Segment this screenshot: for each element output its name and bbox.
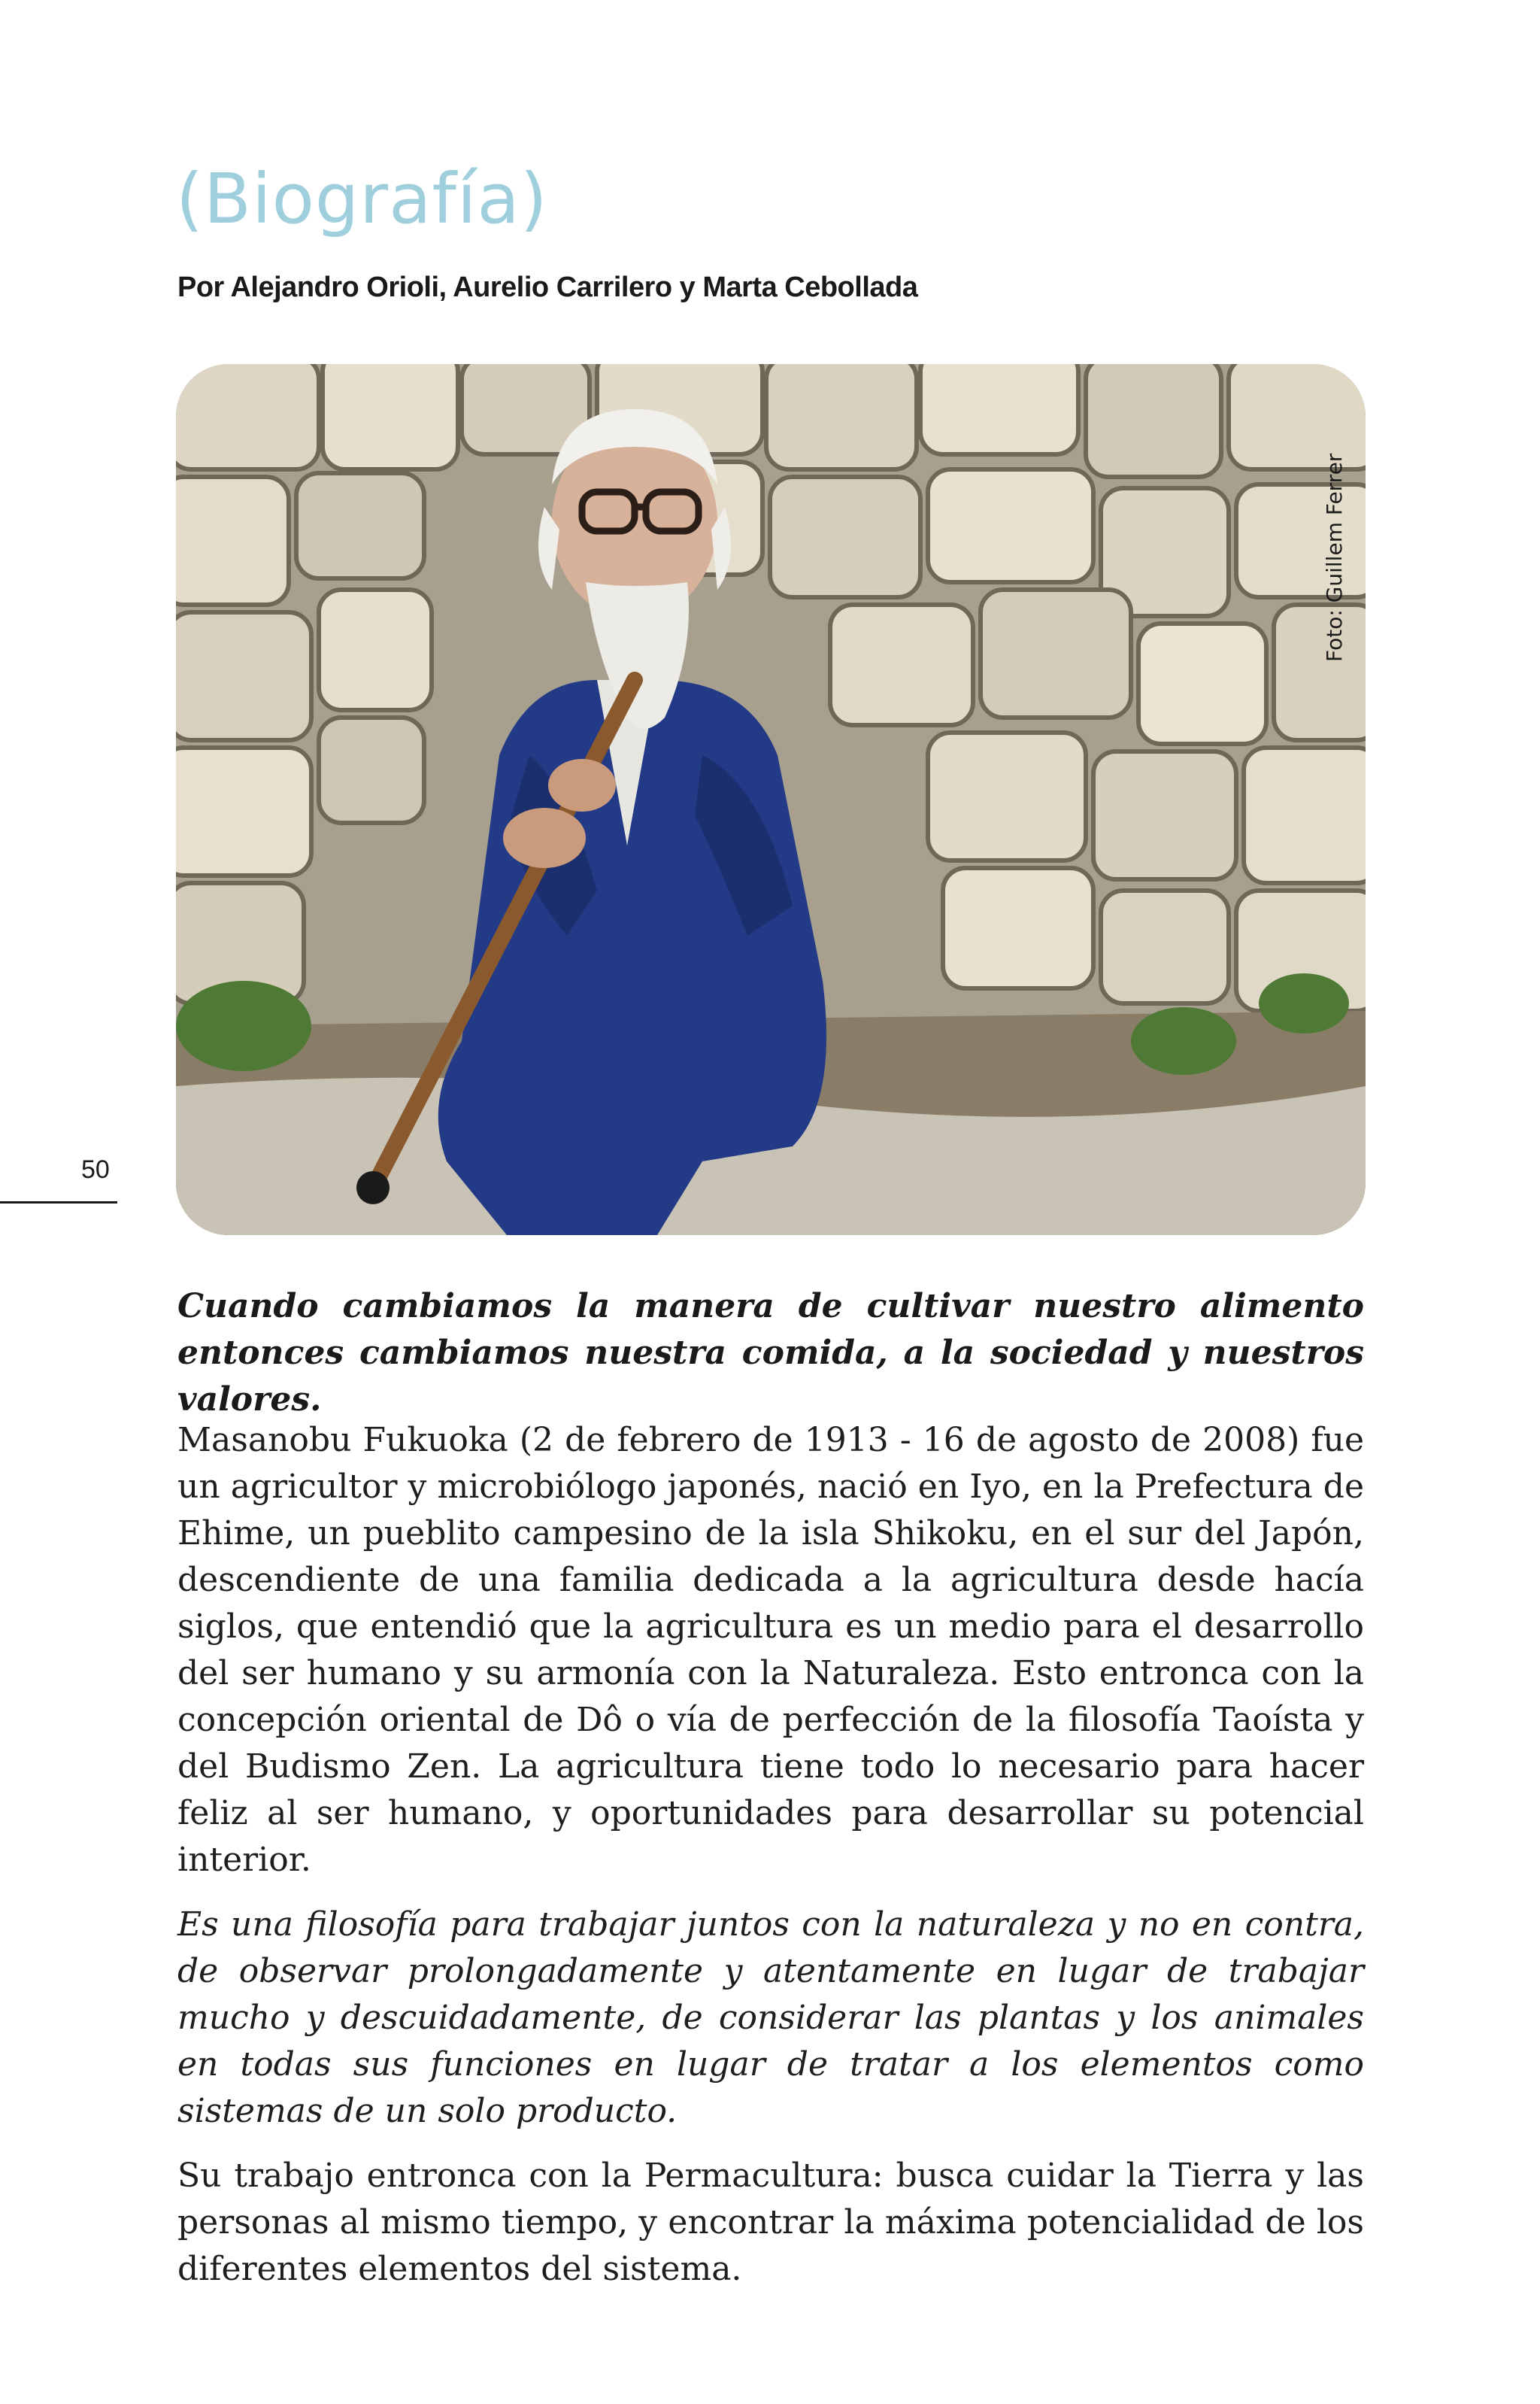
pull-quote: Cuando cambiamos la manera de cultivar nuestro alimento entonces cambiamos nuestra comida, a la sociedad y nuestros valores. [177, 1287, 1364, 1419]
page-number-rule [0, 1201, 117, 1204]
photo-credit: Foto: Guillem Ferrer [1322, 453, 1347, 662]
paragraph-philosophy: Es una filosofía para trabajar juntos con la naturaleza y no en contra, de observar prolongadamente y atentamente en lugar de trabajar mucho y descuidadamente, de considerar las plantas y los animales en todas sus funciones en lugar de tratar a los elementos como sistemas de un solo producto. [177, 1905, 1364, 2130]
paragraph-biography: Masanobu Fukuoka (2 de febrero de 1913 - 16 de agosto de 2008) fue un agricultor y microbiólogo japonés, nació en Iyo, en la Prefectura de Ehime, un pueblito campesino de la isla Shikoku, en el sur del Japón, descendiente de una familia dedicada a la agricultura desde hacía siglos, que entendió que la agricultura es un medio para el desarrollo del ser humano y su armonía con la Naturaleza. Esto entronca con la concepción oriental de Dô o vía de perfección de la filosofía Taoísta y del Budismo Zen. La agricultura tiene todo lo necesario para hacer feliz al ser humano, y oportunidades para desarrollar su potencial interior. [177, 1421, 1364, 1879]
portrait-photo [176, 364, 1366, 1235]
author-byline: Por Alejandro Orioli, Aurelio Carrilero y Marta Cebollada [177, 272, 918, 303]
article-body [177, 1417, 1364, 2311]
page-number: 50 [81, 1155, 110, 1184]
page-title: (Biografía) [176, 159, 548, 239]
paragraph-permaculture: Su trabajo entronca con la Permacultura: busca cuidar la Tierra y las personas al mismo tiempo, y encontrar la máxima potencialidad de los diferentes elementos del sistema. [177, 2157, 1364, 2288]
